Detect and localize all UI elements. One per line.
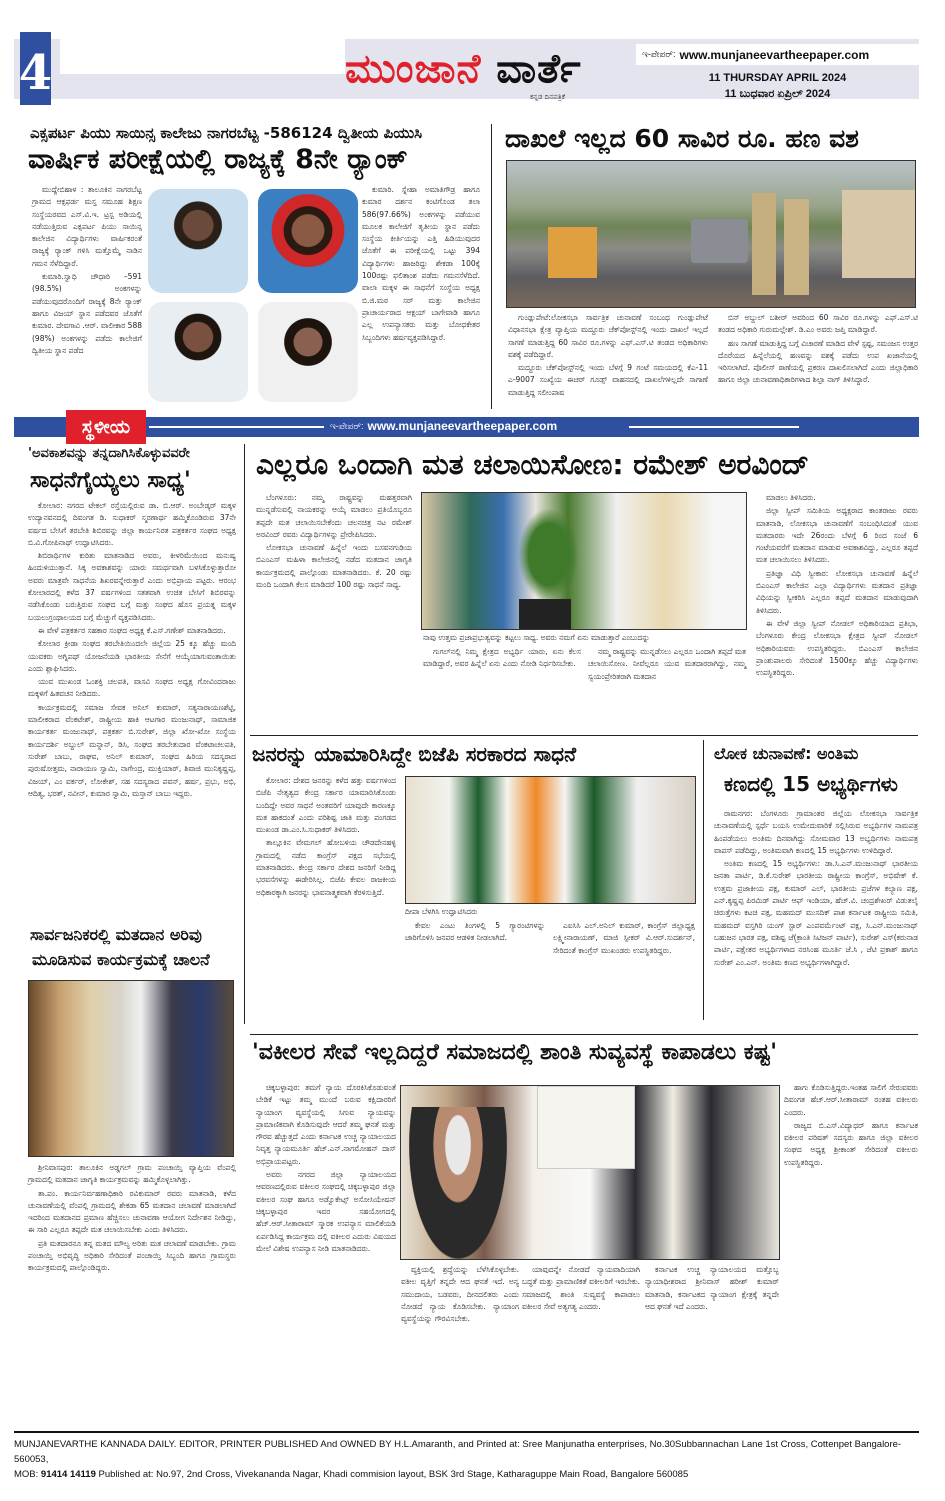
- bjp-headline: ಜನರನ್ನು ಯಾಮಾರಿಸಿದ್ದೇ ಬಿಜೆಪಿ ಸರಕಾರದ ಸಾಧನೆ: [252, 742, 576, 766]
- ramesh-aravind-photo: [421, 492, 747, 630]
- congress-meeting-photo: [405, 776, 696, 904]
- paragraph: ಅಂತಿಮ ಕಣದಲ್ಲಿ 15 ಅಭ್ಯರ್ಥಿಗಳು: ಡಾ.ಸಿ.ಎನ್.ಮಂಜುನಾಥ್ ಭಾರತೀಯ ಜನತಾ ಪಾರ್ಟಿ, ಡಿ.ಕೆ.ಸುರೇಶ್ ಭಾರತೀಯ ರಾಷ್ಟ್ರೀಯ ಕಾಂಗ್ರೆಸ್, ಅಭಿಷೇಕ್ ಕೆ. ಉತ್ತಮ ಪ್ರಜಾಕೀಯ ಪಕ್ಷ, ಕುಮಾರ್ ಎಲ್, ಭಾರತೀಯ ಪ್ರಜೆಗಳ ಕಲ್ಯಾಣ ಪಕ್ಷ, ಎನ್.ಕೃಷ್ಣಪ್ಪ ಪಿರಮಿಡ್ ಪಾರ್ಟಿ ಆಫ್ ಇಂಡಿಯಾ, ಹೆಚ್.ವಿ. ಚಂದ್ರಶೇಖರ್ ವಿಡುತಲೈ ಚಿರುತ್ತೆಗಳು ಕಟಚಿ ಪಕ್ಷ, ಮಹಮದ್ ಮುಸದಿಕ್ ಪಾಶ ಕರ್ನಾಟಕ ರಾಷ್ಟ್ರೀಯ ಸಮಿತಿ, ಮಹಮದ್ ವಸ್ತಗಿರಿ ಯಂಗ್ ಸ್ಟಾರ್ ಎಂಪವರ್ಮೆಂಟ್ ಪಕ್ಷ, ಸಿ.ಎನ್.ಮಂಜುನಾಥ್ ಬಹುಜನ ಭಾರತ ಪಕ್ಷ, ವಶಿಷ್ಟ ಜೆ(ಕ್ರಾಂತಿ ಸಿಟಿಜನ್ ಪಾರ್ಟಿ), ಸುರೇಶ್ ಎಸ್(ಕರುನಾಡ ಪಾರ್ಟಿ, ಪಕ್ಷೇತರ ಅಭ್ಯರ್ಥಿಗಳಾದ ನರಸಿಂಹ ಮೂರ್ತಿ ಜೆ.ಸಿ , ಜೆಟಿ ಪ್ರಕಾಶ್ ಹಾಗೂ ಸುರೇಶ್ ಎಂ.ಎನ್. ಅಂತಿಮ ಕಣದ ಅಭ್ಯರ್ಥಿಗಳಾಗಿದ್ದಾರೆ.: [714, 859, 918, 967]
- justice-speech-photo: [400, 1085, 780, 1260]
- vote-col2b: [588, 646, 746, 684]
- student-photo-3: [148, 302, 248, 402]
- candidates-headline: ಕಣದಲ್ಲಿ 15 ಅಭ್ಯರ್ಥಿಗಳು: [724, 772, 898, 796]
- footer-imprint: [14, 1437, 934, 1482]
- bjp-col1: [256, 775, 396, 900]
- epaper-label: ಇ-ಪೇಪರ್:: [642, 49, 676, 59]
- paragraph: ಕಾರ್ಯಕ್ರಮದಲ್ಲಿ ಸಮಾಜ ಸೇವಕ ಅನಿಲ್ ಕುಮಾರ್, ಸತ್ಯನಾರಾಯಣಶೆಟ್ಟಿ, ಮಾಲೀಕರಾದ ವೆಂಕಟೇಶ್, ರಾಷ್ಟ್ರೀಯ ಹಾಕಿ ಆಟಗಾರ ಮಂಜುನಾಥ್, ಸಾಮಾಜಿಕ ಕಾರ್ಯಕರ್ತ ಮಂಜುನಾಥ್, ಪತ್ರಕರ್ತ ಬಿ.ಸುರೇಶ್, ಜಿಲ್ಲಾ ಖೋ-ಖೋ ಸಂಸ್ಥೆಯ ಕಾರ್ಯದರ್ಶಿ ಅಬ್ದುಲ್ ಮನ್ನಾನ್, ಡಿಸಿ, ಸಂಘದ ತರಬೇತುದಾರ ವೆಂಕಟಾಚಲಪತಿ, ಸುರೇಶ್ ಬಾಬು, ರಾಘವ, ಅನಿಲ್ ಕುಮಾರ್, ಸಂಘದ ಹಿರಿಯ ಸದಸ್ಯರಾದ ಪುರುಷೋತ್ತಮ, ನಾರಾಯಣ ಸ್ವಾಮಿ, ನಾಗೇಂದ್ರ, ಮುಕ್ತಿಯಾರ್, ಶಿವಾಜಿ ಮುನಿಕೃಷ್ಣಪ್ಪ, ವಿಜಯ್, ಎಂ ವರ್ಕರ್, ಲೋಕೇಶ್, ಸಹ ಸದಸ್ಯರಾದ ಪವನ್, ಹರ್ಷ, ಪ್ರಭು, ಅಭಿ, ಆದಿತ್ಯ, ಭರತ್, ನವೀನ್, ಕುಮಾರ ಸ್ವಾಮಿ, ಮಸ್ತಾನ್ ಬಾಬು ಇದ್ದರು.: [28, 702, 236, 798]
- paragraph: ಕೋಲಾರ ಕ್ರೀಡಾ ಸಂಘದ ತರಬೇತಿಯಿಂದಲೇ ಜಿಲ್ಲೆಯ 25 ಕ್ಕೂ ಹೆಚ್ಚು ಮಂದಿ ಯುವಕರು ಅಗ್ನಿಪಥ್ ಯೋಜನೆಯಡಿ ಭಾರತೀಯ ಸೇನೆಗೆ ಆಯ್ಕೆಯಾಗುವಂತಾಯಿತು ಎಂದು ಶ್ಲಾಘಿಸಿದರು.: [28, 639, 236, 673]
- rank-headline: ವಾರ್ಷಿಕ ಪರೀಕ್ಷೆಯಲ್ಲಿ ರಾಜ್ಯಕ್ಕೆ 8ನೇ ರ್‍ಯಾಂಕ್: [28, 144, 408, 175]
- opportunity-kicker: 'ಅವಕಾಶವನ್ನು ತನ್ನದಾಗಿಸಿಕೊಳ್ಳುವವರೇ: [28, 446, 190, 461]
- paragraph: ಕರ್ನಾಟಕ ಉಚ್ಚ ನ್ಯಾಯಾಲಯದ ಮತ್ತೊಬ್ಬ ನ್ಯಾಯಾಧೀಶರಾದ ಶ್ರೀನಿವಾಸ್ ಹರೀಶ್ ಕುಮಾರ್ ಮಾತನಾಡಿ, ಕರ್ನಾಟಕದ ನ್ಯಾಯಾಂಗ ಕ್ಷೇತ್ರಕ್ಕೆ ತನ್ನದೇ ಆದ ಘನತೆ ಇದೆ ಎಂದರು.: [645, 1265, 779, 1311]
- section-divider: [250, 735, 918, 736]
- paragraph: ಕುಮಾರಿ. ಸ್ನೇಹಾ ಅಮಾತಿಗೌಡ್ರ ಹಾಗೂ ಕುಮಾರ ದರ್ಶನ ಕಂಟಿಗೊಂಡ ತಲಾ 586(97.66%) ಅಂಕಗಳನ್ನು ಪಡೆಯುವ ಮೂಲಕ ಕಾಲೇಜಿಗೆ ತೃತೀಯ ಸ್ಥಾನ ಪಡೆದು ಸಂಸ್ಥೆಯ ಕೀರ್ತಿಯನ್ನು ಎತ್ತಿ ಹಿಡಿಯುವುದರ ಜೊತೆಗೆ ಈ ಪರೀಕ್ಷೆಯಲ್ಲಿ ಒಟ್ಟು 394 ವಿದ್ಯಾರ್ಥಿಗಳು ಹಾಜರಿದ್ದು ಶೇಕಡಾ 100ಕ್ಕೆ 100ರಷ್ಟು ಫಲಿತಾಂಶ ಪಡೆದು ಗಮನಸೆಳೆದಿದೆ. ವಾಲಾ ಮಕ್ಕಳ ಈ ಸಾಧನೆಗೆ ಸಂಸ್ಥೆಯ ಅಧ್ಯಕ್ಷ ಬಿ.ಜಿ.ಮಠ ಸರ್ ಮತ್ತು ಕಾಲೇಜಿನ ಪ್ರಾಚಾರ್ಯರಾದ ಆಕ್ಷಯ್ ಬಾಗೇವಾಡಿ ಹಾಗೂ ಎಲ್ಲ ಉಪನ್ಯಾಸಕರು ಮತ್ತು ಬೋಧಕೇತರ ಸಿಬ್ಬಂದಿಗಳು ಹರ್ಷವ್ಯಕ್ತಪಡಿಸಿದ್ದಾರೆ.: [362, 185, 480, 342]
- student-photo-1: [148, 189, 248, 293]
- paragraph: ಲೋಕಸಭಾ ಚುನಾವಣೆ ಹಿನ್ನೆಲೆ ಇಂದು ಬಸವನಗುಡಿಯ ಬಿಎಂಎಸ್ ಮಹಿಳಾ ಕಾಲೇಜಿನಲ್ಲಿ ನಡೆದ ಮತದಾನ ಜಾಗೃತಿ ಕಾರ್ಯಕ್ರಮದಲ್ಲಿ ಪಾಲ್ಗೊಂಡು ಮಾತನಾಡಿದರು. ಕೆ. 20 ರಷ್ಟು ಮಂದಿ ಒಂದಾಗಿ ಕೆಲಸ ಮಾಡಿದರೆ 100 ರಷ್ಟು ಸಾಧನೆ ಸಾಧ್ಯ.: [256, 543, 412, 590]
- checkpost-photo: [506, 160, 916, 308]
- rank-col1: [32, 184, 142, 358]
- plant-shape: [513, 500, 584, 609]
- paragraph: ಈ ವೇಳೆ ಪತ್ರಕರ್ತರ ಸಹಕಾರ ಸಂಘದ ಅಧ್ಯಕ್ಷ ಕೆ.ಎಸ್.ಗಣೇಶ್ ಮಾತನಾಡಿದರು.: [38, 625, 226, 635]
- paragraph: ಬಿನ್ ಅಬ್ದುಲ್ ಬಶೀರ್ ಅವರಿಂದ 60 ಸಾವಿರ ರೂ.ಗಳನ್ನು ಎಫ್.ಎಸ್.ಟಿ ತಂಡದ ಅಧಿಕಾರಿ ಗುರುಮಲ್ಲೇಶ್. ಡಿ.ಎಂ ಅವರು ಜಪ್ತಿ ಮಾಡಿದ್ದಾರೆ.: [718, 313, 918, 335]
- paragraph: ತಾ.ಪಂ. ಕಾರ್ಯನಿರ್ವಹಣಾಧಿಕಾರಿ ರವಿಕುಮಾರ್ ರವರು ಮಾತನಾಡಿ, ಕಳೆದ ಚುನಾವಣೆಯಲ್ಲಿ ವೆಂಪಲ್ಲಿ ಗ್ರಾಮದಲ್ಲಿ ಶೇಕಡಾ 65 ಮತದಾನ ಚಲಾವಣೆ ಮಾಡಲಾಗಿದೆ ಇದರಿಂದ ಮತದಾನದ ಪ್ರಮಾಣ ಹೆಚ್ಚಿಸಲು ಚುನಾವಣಾ ಆಯೋಗ ನಿರ್ದೇಶನ ನೀಡಿದ್ದು, ಈ ಸಾರಿ ಎಲ್ಲರೂ ತಪ್ಪದೇ ಮತ ಚಲಾಯಿಸಬೇಕು ಎಂದು ತಿಳಿಸಿದರು.: [28, 1188, 236, 1235]
- paragraph: ಕೋಲಾರ: ದೇಶದ ಜನರನ್ನು ಕಳೆದ ಹತ್ತು ವರ್ಷಗಳಿಂದ ಬಿಜೆಪಿ ನೇತೃತ್ವದ ಕೇಂದ್ರ ಸರ್ಕಾರ ಯಾಮಾರಿಸಿಕೊಂಡು ಬಂದಿದ್ದೇ ಅವರ ಸಾಧನೆ ಅಂತವರಿಗೆ ಯಾವುದೇ ಕಾರಣಕ್ಕೂ ಮತ ಹಾಕದಂತೆ ಎಂದು ಪರಿಶಿಷ್ಟ ಜಾತಿ ಮತ್ತು ಪಂಗಡದ ಮುಖಂಡ ಡಾ.ಎಂ.ಸಿ.ಸುಧಾಕರ್ ತಿಳಿಸಿದರು.: [256, 776, 396, 835]
- opportunity-headline: ಸಾಧನೆಗೈಯ್ಯಲು ಸಾಧ್ಯ': [30, 468, 191, 493]
- awareness-headline-line2: ಮೂಡಿಸುವ ಕಾರ್ಯಕ್ರಮಕ್ಕೆ ಚಾಲನೆ: [32, 950, 210, 969]
- section-divider: [250, 1034, 918, 1035]
- mob-label: MOB:: [14, 1469, 39, 1480]
- column-divider: [244, 444, 245, 1024]
- lawyers-col1: [256, 1082, 396, 1256]
- lawyers-col5: [784, 1082, 918, 1170]
- car-shape: [691, 219, 748, 263]
- barricade-shape: [548, 227, 597, 278]
- speaker-shape: [409, 1107, 507, 1259]
- cash-col2: [718, 312, 918, 388]
- vote-col3: [756, 492, 918, 680]
- epaper-link[interactable]: [636, 44, 919, 65]
- band-rule: [149, 426, 324, 428]
- paragraph: ಜಿಲ್ಲಾ ಸ್ವೀಪ್ ಸಮಿತಿಯ ಅಧ್ಯಕ್ಷರಾದ ಕಾಂತರಾಜು ರವರು ಮಾತನಾಡಿ, ಲೋಕಸಭಾ ಚುನಾವಣೆಗೆ ಸಂಬಂಧಿಸಿದಂತೆ ಯುವ ಮತದಾರರು ಇದೇ 26ರಂದು ಬೆಳಗ್ಗೆ 6 ರಿಂದ ಸಂಜೆ 6 ಗಂಟೆಯವರೆಗೆ ಮತದಾನ ಮಾಡುವ ಅವಕಾಶವಿದ್ದು, ಎಲ್ಲರೂ ತಪ್ಪದೆ ಮತ ಚಲಾಯಿಸಲು ತಿಳಿಸಿದರು.: [756, 506, 918, 565]
- published-address: Published at: No.97, 2nd Cross, Vivekananda Nagar, Khadi commision layout, BSK 3rd Stage, Katharaguppe Main Road, Bangalore 560085: [98, 1469, 689, 1480]
- footer-line1: MUNJANEVARTHE KANNADA DAILY. EDITOR, PRINTER PUBLISHED And OWNED BY H.L.Amaranth, and Printed at: Sree Manjunatha enterprises, No.30Subbannachan Lane 1st Cross, Cottenpet Bangalore-560053,: [14, 1439, 902, 1465]
- paragraph: ಗುಗಲ್‌ನಲ್ಲಿ ನಿಮ್ಮ ಕ್ಷೇತ್ರದ ಅಭ್ಯರ್ಥಿ ಯಾರು, ಏನು ಕೆಲಸ ಮಾಡಿದ್ದಾರೆ, ಅವರ ಹಿನ್ನೆಲೆ ಏನು ಎಂದು ನೋಡಿ ನಿರ್ಧರಿಸಬೇಕು.: [423, 647, 581, 669]
- epaper-url[interactable]: www.munjaneevartheepaper.com: [679, 47, 870, 62]
- lawyers-col3: [522, 1264, 640, 1314]
- vote-col2: [423, 646, 581, 672]
- paragraph: ಚಿಕ್ಕಬಳ್ಳಾಪುರ: ತಮಗೆ ನ್ಯಾಯ ದೊರಕಿಸಿಕೊಡುವಂತೆ ಬೇಡಿಕೆ ಇಟ್ಟು ತಮ್ಮ ಮುಂದೆ ಬರುವ ಕಕ್ಷಿದಾರರಿಗೆ ನ್ಯಾಯಾಂಗ ವ್ಯವಸ್ಥೆಯಲ್ಲಿ ಸಿಗುವ ನ್ಯಾಯವನ್ನು ಪ್ರಾಮಾಣಿಕವಾಗಿ ಕೊಡಿಸುವುದೇ ಆದರೆ ತಮ್ಮ ಘನತೆ ಮತ್ತು ಗೌರವ ಹೆಚ್ಚುತ್ತದೆ ಎಂದು ಕರ್ನಾಟಕ ಉಚ್ಚ ನ್ಯಾಯಾಲಯದ ನಿವೃತ್ತ ನ್ಯಾಯಮೂರ್ತಿ ಹೆಚ್.ಎನ್.ನಾಗಮೋಹನ್ ದಾಸ್ ಅಭಿಪ್ರಾಯಪಟ್ಟರು.: [256, 1083, 396, 1166]
- paragraph: ಗುಂಡ್ಲುಪೇಟೆ:ಲೋಕಸಭಾ ಸಾರ್ವತ್ರಿಕ ಚುನಾವಣೆ ಸಂಬಂಧ ಗುಂಡ್ಲುಪೇಟೆ ವಿಧಾನಸಭಾ ಕ್ಷೇತ್ರ ವ್ಯಾಪ್ತಿಯ ಮದ್ದೂರು ಚೆಕ್‌ಪೋಸ್ಟ್‌ನಲ್ಲಿ ಇಂದು ದಾಖಲೆ ಇಲ್ಲದೆ ಸಾಗಣೆ ಮಾಡುತ್ತಿದ್ದ 60 ಸಾವಿರ ರೂ.ಗಳನ್ನು ಎಫ್.ಎಸ್.ಟಿ ತಂಡದ ಅಧಿಕಾರಿಗಳು ವಶಕ್ಕೆ ಪಡೆದಿದ್ದಾರೆ.: [508, 313, 708, 359]
- paragraph: ಶಿಬಿರಾರ್ಥಿಗಳ ಕುರಿತು ಮಾತನಾಡಿದ ಅವರು, ಕೀಳರಿಮೆಯಿಂದ ಮನುಷ್ಯ ಹಿಂದುಳಿಯುತ್ತಾನೆ. ಸಿಕ್ಕ ಅವಕಾಶವನ್ನು ಯಾರು ಸಮರ್ಥವಾಗಿ ಬಳಸಿಕೊಳ್ಳುತ್ತಾರೋ ಅವರು ಮಾತ್ರವೇ ಸಾಧನೆಯ ಶಿಖರವನ್ನೇರುತ್ತಾರೆ ಎಂದು ಅಭಿಪ್ರಾಯ ಪಟ್ಟರು. ಆರಂಭ ಕೋಲಾರದಲ್ಲಿ ಕಳೆದ 37 ವರ್ಷಗಳಿಂದ ಸತತವಾಗಿ ಉಚಿತ ಬೇಸಿಗೆ ಶಿಬಿರವನ್ನು ನಡೆಸಿಕೊಂಡು ಬರುತ್ತಿರುವ ಸಂಘದ ಬಗ್ಗೆ ಮತ್ತು ಸಂಘದ ಹೊಸ ಪ್ರಯತ್ನ ಮಕ್ಕಳ ಬಯಲುಗ್ರಂಥಾಲಯದ ಬಗ್ಗೆ ಮೆಚ್ಚುಗೆ ವ್ಯಕ್ತಪಡಿಸಿದರು.: [28, 551, 236, 622]
- lawyers-col2: [401, 1264, 519, 1326]
- police-officer-shape: [752, 193, 776, 295]
- candidates-kicker: ಲೋಕ ಚುನಾವಣೆ: ಅಂತಿಮ: [714, 744, 859, 763]
- date-kannada: 11 ಬುಧವಾರ ಏಪ್ರಿಲ್ 2024: [724, 88, 831, 100]
- footer-line2: [14, 1467, 934, 1482]
- candidates-body: [714, 808, 918, 970]
- paragraph: ಮಾಡಲು ತಿಳಿಸಿದರು.: [766, 493, 816, 502]
- lawyers-col4: [645, 1264, 779, 1314]
- paragraph: ರಾಜ್ಯದ ಬಿ.ಎಸ್.ವಿದ್ಯಾಧರ್ ಹಾಗೂ ಕರ್ನಾಟಕ ವಕೀಲರ ಪರಿಷತ್ ಸದಸ್ಯರು ಹಾಗೂ ಜಿಲ್ಲಾ ವಕೀಲರ ಸಂಘದ ಅಧ್ಯಕ್ಷ ಶ್ರೀಕಾಂತ್ ಸೇರಿದಂತೆ ವಕೀಲರು ಉಪಸ್ಥಿತರಿದ್ದರು.: [784, 1120, 918, 1167]
- vote-caption: ನಾವು ಉತ್ತಮ ಪ್ರಜಾಪ್ರಭುತ್ವವನ್ನು ಕಟ್ಟಲು ಸಾಧ್ಯ. ಅವರು ನಮಗೆ ಏನು ಮಾಡುತ್ತಾರೆ ಎಂಬುದನ್ನು: [423, 633, 650, 642]
- paragraph: ಪ್ರತಿಜ್ಞಾ ವಿಧಿ ಸ್ವೀಕಾರ: ಲೋಕಸಭಾ ಚುನಾವಣೆ ಹಿನ್ನೆಲೆ ಬಿಎಂಎಸ್ ಕಾಲೇಜಿನ ಎಲ್ಲಾ ವಿದ್ಯಾರ್ಥಿಗಳು ಮತದಾನ ಪ್ರತಿಜ್ಞಾ ವಿಧಿಯನ್ನು ಸ್ವೀಕರಿಸಿ ಎಲ್ಲರೂ ತಪ್ಪದೆ ಮತದಾನ ಮಾಡುವುದಾಗಿ ತಿಳಿಸಿದರು.: [756, 568, 918, 615]
- paragraph: ಶ್ರೀನಿವಾಸಪುರ: ತಾಲೂಕಿನ ಅಡ್ಡಗಲ್ ಗ್ರಾಮ ಪಂಚಾಯ್ತಿ ವ್ಯಾಪ್ತಿಯ ವೆಂಪಲ್ಲಿ ಗ್ರಾಮದಲ್ಲಿ ಮತದಾನ ಜಾಗೃತಿ ಕಾರ್ಯಕ್ರಮವನ್ನು ಹಮ್ಮಿಕೊಳ್ಳಲಾಗಿತ್ತು.: [28, 1163, 236, 1185]
- logo-tagline: ಕನ್ನಡ ದಿನಪತ್ರಿಕೆ: [530, 93, 566, 101]
- paragraph: ರಾಮನಗರ: ಬೆಂಗಳೂರು ಗ್ರಾಮಾಂತರ ಜಿಲ್ಲೆಯ ಲೋಕಸಭಾ ಸಾರ್ವತ್ರಿಕ ಚುನಾವಣೆಯಲ್ಲಿ ಸ್ಪರ್ಧೆ ಬಯಸಿ ಉಮೇದುವಾರಿಕೆ ಸಲ್ಲಿಸಿರುವ ಅಭ್ಯರ್ಥಿಗಳ ನಾಮಪತ್ರ ಹಿಂಪಡೆಯಲು ಅಂತಿಮ ದಿನವಾಗಿದ್ದು ಸೋಮವಾರ 13 ಅಭ್ಯರ್ಥಿಗಳು ನಾಮಪತ್ರ ವಾಪಸ್ ಪಡೆದಿದ್ದು, ಅಂತಿಮವಾಗಿ ಕಣದಲ್ಲಿ 15 ಅಭ್ಯರ್ಥಿಗಳು ಉಳಿದಿದ್ದಾರೆ.: [714, 809, 918, 855]
- page-number: 4: [20, 32, 51, 105]
- cash-col1: [508, 312, 708, 400]
- opportunity-body: [28, 500, 236, 801]
- awareness-body: [28, 1162, 236, 1276]
- bjp-col2b: [553, 920, 695, 958]
- band-rule: [629, 426, 799, 428]
- paragraph: ಕುಮಾರಿ.ಸ್ವಾಧಿ ಚೌಧಾರಿ –591 (98.5%) ಅಂಕಗಳನ್ನು ಪಡೆಯುವುದರೊಂದಿಗೆ ರಾಜ್ಯಕ್ಕೆ 8ನೇ ರ್‍ಯಾಂಕ್ ಹಾಗೂ ವಿಜಯ್ ಸ್ಥಾನ ಪಡೆದವರ ಜೊತೆಗೆ ಕುಮಾರ. ದೇವಗಾವಿ .ಆರ್. ವಾಲೀಕಾರ 588 (98%) ಅಂಕಗಳನ್ನು ಪಡೆದು ಕಾಲೇಜಿಗೆ ದ್ವಿತೀಯ ಸ್ಥಾನ ಪಡೆದ: [32, 272, 142, 355]
- logo-part-varthe: ವಾರ್ತೆ: [496, 46, 582, 92]
- paragraph: ವ್ಯಕ್ತಿಯಲ್ಲಿ ಶ್ರದ್ಧೆಯನ್ನು ಬೆಳೆಸಿಕೊಳ್ಳಬೇಕು. ವಕೀಲ ವೃತ್ತಿಗೆ ತನ್ನದೇ ಆದ ಘನತೆ ಇದೆ. ಅನ್ಯ ಸಮುದಾಯ, ಬಡವರು, ದೀನದಲಿತರು ಎಂದು ನೋಡದೆ ನ್ಯಾಯ ಕೊಡಿಸಬೇಕು. ನ್ಯಾಯಾಂಗ ವ್ಯವಸ್ಥೆಯನ್ನು ಗೌರವಿಸಬೇಕು.: [401, 1265, 519, 1324]
- bjp-col2: [405, 920, 545, 946]
- section-tab-local[interactable]: ಸ್ಥಳೀಯ: [66, 410, 146, 444]
- bjp-caption: ದೀಪಾ ಬೆಳಗಿಸಿ ಉದ್ಘಾಟಿಸಿದರು: [405, 907, 478, 916]
- date-english: 11 THURSDAY APRIL 2024: [708, 72, 847, 84]
- paragraph: ಹಣ ಸಾಗಣೆ ಮಾಡುತ್ತಿದ್ದ ಬಗ್ಗೆ ವಿಚಾರಣೆ ಮಾಡಿದ ವೇಳೆ ಸ್ಪಷ್ಟ, ಸಮಂಜಸ ಉತ್ತರ ದೊರೆಯದ ಹಿನ್ನೆಲೆಯಲ್ಲಿ ಹಣವನ್ನು ವಶಕ್ಕೆ ಪಡೆದು ಉಪ ಖಜಾನೆಯಲ್ಲಿ ಇರಿಸಲಾಗಿದೆ. ಪೊಲೀಸ್ ಠಾಣೆಯಲ್ಲಿ ಪ್ರಕರಣ ದಾಖಲಿಸಲಾಗಿದೆ ಎಂದು ಜಿಲ್ಲಾಧಿಕಾರಿ ಹಾಗೂ ಜಿಲ್ಲಾ ಚುನಾವಣಾಧಿಕಾರಿಗಳಾದ ಶಿಲ್ಪಾ ನಾಗ್ ತಿಳಿಸಿದ್ದಾರೆ.: [718, 338, 918, 385]
- paragraph: ಯಾವುದನ್ನೇ ನೋಡದೆ ನ್ಯಾಯವಾದಿಯಾಗಿ ಬದ್ಧತೆ ಮತ್ತು ಪ್ರಾಮಾಣಿಕತೆ ವಕೀಲರಿಗೆ ಇರಬೇಕು. ಸಮಾಜದಲ್ಲಿ ಶಾಂತಿ ಸುವ್ಯವಸ್ಥೆ ಕಾಪಾಡಲು ವಕೀಲರ ಸೇವೆ ಅತ್ಯಗತ್ಯ ಎಂದರು.: [522, 1265, 640, 1311]
- paragraph: ಬೆಂಗಳೂರು: ನಮ್ಮ ರಾಷ್ಟ್ರವನ್ನು ಮಹತ್ತರವಾಗಿ ಮುನ್ನಡೆಸುವಲ್ಲಿ ನಾಯಕರನ್ನು ಆಯ್ಕೆ ಮಾಡಲು ಪ್ರತಿಯೊಬ್ಬರೂ ತಪ್ಪದೇ ಮತ ಚಲಾಯಿಸಬೇಕೆಂದು ಚಲನಚಿತ್ರ ನಟ ರಮೇಶ್ ಅರವಿಂದ್ ರವರು ವಿದ್ಯಾರ್ಥಿಗಳನ್ನು ಪ್ರೇರೇಪಿಸಿದರು.: [256, 493, 412, 539]
- paragraph: ಪ್ರತಿ ಮತದಾರನೂ ತನ್ನ ಮತದ ಮೌಲ್ಯ ಅರಿತು ಮತ ಚಲಾವಣೆ ಮಾಡಬೇಕು. ಗ್ರಾಮ ಪಂಚಾಯ್ತಿ ಅಭಿವೃದ್ಧಿ ಅಧಿಕಾರಿ ಸೇರಿದಂತೆ ಪಂಚಾಯ್ತಿ ಸಿಬ್ಬಂದಿ ಹಾಗೂ ಗ್ರಾಮಸ್ಥರು ಕಾರ್ಯಕ್ರಮದಲ್ಲಿ ಪಾಲ್ಗೊಂಡಿದ್ದರು.: [28, 1238, 236, 1273]
- banner-shape: [537, 1086, 635, 1169]
- newspaper-logo[interactable]: [345, 46, 582, 92]
- paragraph: ಕೋಲಾರ: ನಗರದ ಟೇಕಲ್ ರಸ್ತೆಯಲ್ಲಿರುವ ಡಾ. ಬಿ.ಆರ್. ಅಂಬೇಡ್ಕರ್ ಮಕ್ಕಳ ಉದ್ಯಾನವನದಲ್ಲಿ ದಿವಂಗತ ಡಿ. ಸುಧಾಕರ್ ಸ್ಮರಣಾರ್ಥ ಹಮ್ಮಿಕೊಂಡಿರುವ 37ನೇ ವರ್ಷದ ಬೇಸಿಗೆ ತರಬೇತಿ ಶಿಬಿರವನ್ನು ಜಿಲ್ಲಾ ಕಾರ್ಯನಿರತ ಪತ್ರಕರ್ತರ ಸಂಘದ ಅಧ್ಯಕ್ಷ ಬಿ.ವಿ.ಗೋಪಿನಾಥ್ ಉದ್ಘಾಟಿಸಿದರು.: [28, 501, 236, 547]
- cash-headline: ದಾಖಲೆ ಇಲ್ಲದ 60 ಸಾವಿರ ರೂ. ಹಣ ವಶ: [505, 124, 859, 153]
- logo-part-munjane: ಮುಂಜಾನೆ: [345, 46, 482, 92]
- rank-col2: [362, 184, 480, 345]
- column-divider: [703, 740, 704, 1020]
- epaper-label: ಇ-ಪೇಪರ್:: [330, 420, 364, 431]
- awareness-headline-line1: ಸಾರ್ವಜನಿಕರಲ್ಲಿ ಮತದಾನ ಅರಿವು: [30, 925, 202, 944]
- epaper-url[interactable]: www.munjaneevartheepaper.com: [367, 419, 558, 433]
- masthead-white-strip: [60, 39, 345, 74]
- paragraph: ನಮ್ಮ ರಾಷ್ಟ್ರವನ್ನು ಮುನ್ನಡೆಸಲು ಎಲ್ಲರೂ ಒಂದಾಗಿ ತಪ್ಪದೆ ಮತ ಚಲಾಯಿಸೋಣ. ನೀವೆಲ್ಲರೂ ಯುವ ಮತದಾರರಾಗಿದ್ದು, ನಮ್ಮ ಸ್ವಯಂಪ್ರೇರಿತರಾಗಿ ಮತದಾನ: [588, 647, 746, 681]
- paragraph: ಯುವ ಮುಖಂಡ ಓಂಶಕ್ತಿ ಚಲಪತಿ, ವಾಸವಿ ಸಂಘದ ಅಧ್ಯಕ್ಷ ಗೋವಿಂದರಾಜು ಮಕ್ಕಳಿಗೆ ಹಿತವಚನ ನೀಡಿದರು.: [28, 677, 236, 699]
- pot-shape: [519, 599, 571, 629]
- section-epaper-link[interactable]: [330, 419, 557, 433]
- awareness-photo: [28, 980, 234, 1157]
- student-photo-2: [258, 189, 358, 293]
- vote-col1: [256, 492, 412, 592]
- paragraph: ಅವರು ನಗರದ ಜಿಲ್ಲಾ ನ್ಯಾಯಾಲಯದ ಆವರಣದಲ್ಲಿರುವ ವಕೀಲರ ಸಂಘದಲ್ಲಿ ಚಿಕ್ಕಬಳ್ಳಾಪುರ ಜಿಲ್ಲಾ ವಕೀಲರ ಸಂಘ ಹಾಗೂ ಅಡ್ವೊಕೇಟ್ಸ್ ಅಸೋಸಿಯೇಷನ್ ಚಿಕ್ಕಬಳ್ಳಾಪುರ ಇವರ ಸಹಯೋಗದಲ್ಲಿ ಹೆಚ್.ಆರ್.ಸೀತಾರಾಮ್ ಸ್ಮಾರಕ ಉಪನ್ಯಾಸ ಮಾಲಿಕೆಯಡಿ ಏರ್ಪಡಿಸಿದ್ದ ಕಾರ್ಯಕ್ರಮ ದಲ್ಲಿ ವಕೀಲರ ಎದುರು ವಿಷಯದ ಮೇಲೆ ವಿಶೇಷ ಉಪನ್ಯಾಸ ನೀಡಿ ಮಾತನಾಡಿದರು.: [256, 1170, 396, 1253]
- paragraph: ತಾಲ್ಲೂಕಿನ ವೇಮಗಲ್ ಹೋಬಳಿಯ ಚೌಡದೇನಹಳ್ಳಿ ಗ್ರಾಮದಲ್ಲಿ ನಡೆದ ಕಾಂಗ್ರೆಸ್ ಪಕ್ಷದ ಸಭೆಯಲ್ಲಿ ಮಾತನಾಡಿದರು. ಕೇಂದ್ರ ಸರ್ಕಾರ ದೇಶದ ಜನರಿಗೆ ನೀಡಿದ್ದ ಭರವಸೆಗಳನ್ನು ಈಡೇರಿಸಿಲ್ಲ. ಬಿಜೆಪಿ ಕೇವಲ ರಾಜಕೀಯ ಅಧಿಕಾರಕ್ಕಾಗಿ ಜನರನ್ನು ಭಾವನಾತ್ಮಕವಾಗಿ ಕೆರಳಿಸುತ್ತಿದೆ.: [256, 838, 396, 897]
- student-photo-4: [258, 302, 358, 402]
- paragraph: ಈ ವೇಳೆ ಜಿಲ್ಲಾ ಸ್ವೀಪ್ ನೋಡಲ್ ಅಧಿಕಾರಿಯಾದ ಪ್ರತಿಭಾ, ಬೆಂಗಳೂರು ಕೇಂದ್ರ ಲೋಕಸಭಾ ಕ್ಷೇತ್ರದ ಸ್ವೀಪ್ ನೋಡಲ್ ಅಧಿಕಾರಿಯವರು ಉಪಸ್ಥಿತರಿದ್ದರು. ಬಿಎಂಎಸ್ ಕಾಲೇಜಿನ ಪ್ರಾಂಶುಪಾಲರು ಸೇರಿದಂತೆ 1500ಕ್ಕೂ ಹೆಚ್ಚು ವಿದ್ಯಾರ್ಥಿಗಳು ಉಪಸ್ಥಿತರಿದ್ದರು.: [756, 618, 918, 678]
- rank-kicker: ಎಕ್ಸಪರ್ಟ ಪಿಯು ಸಾಯಿನ್ಸ ಕಾಲೇಜು ನಾಗರಬೆಟ್ಟ -586124 ದ್ವಿತೀಯ ಪಿಯುಸಿ: [30, 124, 423, 142]
- vote-headline: ಎಲ್ಲರೂ ಒಂದಾಗಿ ಮತ ಚಲಾಯಿಸೋಣ: ರಮೇಶ್ ಅರವಿಂದ್: [256, 448, 809, 481]
- truck-shape: [842, 190, 915, 278]
- paragraph: ಕೇವಲ ಎಂಟು ತಿಂಗಳಲ್ಲಿ 5 ಗ್ಯಾರಂಟಿಗಳನ್ನು ಜಾರಿಗೊಳಿಸಿ ಜನಪರ ಆಡಳಿತ ನೀಡಲಾಗಿದೆ.: [405, 921, 545, 943]
- column-divider: [491, 124, 492, 409]
- paragraph: ಮುದ್ದೇಬಿಹಾಳ : ತಾಲೂಕಿನ ನಾಗರಬೆಟ್ಟ ಗ್ರಾಮದ ಆಕ್ಸಫರ್ಡ ಮಸ್ತ ಸಮೂಹ ಶಿಕ್ಷಣ ಸಂಸ್ಥೆಯರವದ ಎಸ್.ವಿ.ಇ. ಟ್ರಸ್ಟ ಅಡಿಯಲ್ಲಿ ನಡೆಯುತ್ತಿರುವ ಎಕ್ಸಪರ್ಟ ಪಿಯು ಸಾಯಿನ್ಸ ಕಾಲೇಜಿನ ವಿದ್ಯಾರ್ಥಿಗಳು ವಾರ್ಷಿಕರಂತೆ ರಾಜ್ಯಕ್ಕೆ ರ್‍ಯಾಂಕ್ ಗಳಿಸಿ ಮತ್ತೊಮ್ಮೆ ನಾಡಿನ ಗಮನ ಸೆಳೆದಿದ್ದಾರೆ.: [32, 185, 142, 268]
- footer-rule: [14, 1431, 919, 1433]
- paragraph: ಮದ್ದೂರು ಚೆಕ್‌ಪೋಸ್ಟ್‌ನಲ್ಲಿ ಇಂದು ಬೆಳಗ್ಗೆ 9 ಗಂಟೆ ಸಮಯದಲ್ಲಿ ಕೆಎ-11 ಎ-9007 ಸಂಖ್ಯೆಯ ಈಚರ್ ಗೂಡ್ಸ್ ವಾಹನದಲ್ಲಿ ದಾಖಲೆಗಳಿಲ್ಲದೇ ಸಾಗಾಣೆ ಮಾಡುತ್ತಿದ್ದ ಸಲೀಂಪಾಷ: [508, 363, 708, 397]
- lawyers-headline: 'ವಕೀಲರ ಸೇವೆ ಇಲ್ಲದಿದ್ದರೆ ಸಮಾಜದಲ್ಲಿ ಶಾಂತಿ ಸುವ್ಯವಸ್ಥೆ ಕಾಪಾಡಲು ಕಷ್ಟ': [252, 1040, 777, 1065]
- paragraph: ಎಐಸಿಸಿ ಎಲ್.ಅನಿಲ್ ಕುಮಾರ್, ಕಾಂಗ್ರೆಸ್ ಜಿಲ್ಲಾಧ್ಯಕ್ಷ ಲಕ್ಷ್ಮೀನಾರಾಯಣ್, ಮಾಜಿ ಸ್ಪೀಕರ್ ವಿ.ಆರ್.ಸುದರ್ಶನ್, ಸೇರಿದಂತೆ ಕಾಂಗ್ರೆಸ್ ಮುಖಂಡರು ಉಪಸ್ಥಿತರಿದ್ದರು.: [553, 921, 695, 955]
- paragraph: ಹಾಗು ಕೊಡಿಸುತ್ತಿದ್ದರು.ಇಂತಹ ಸಾಲಿಗೆ ಸೇರುವವರು ದಿವಂಗತ ಹೆಚ್.ಆರ್.ಸೀತಾರಾಮ್ ರಂತಹ ವಕೀಲರು ಎಂದರು.: [784, 1083, 918, 1117]
- mob-number: 91414 14119: [40, 1469, 96, 1480]
- police-officer-shape: [784, 199, 808, 295]
